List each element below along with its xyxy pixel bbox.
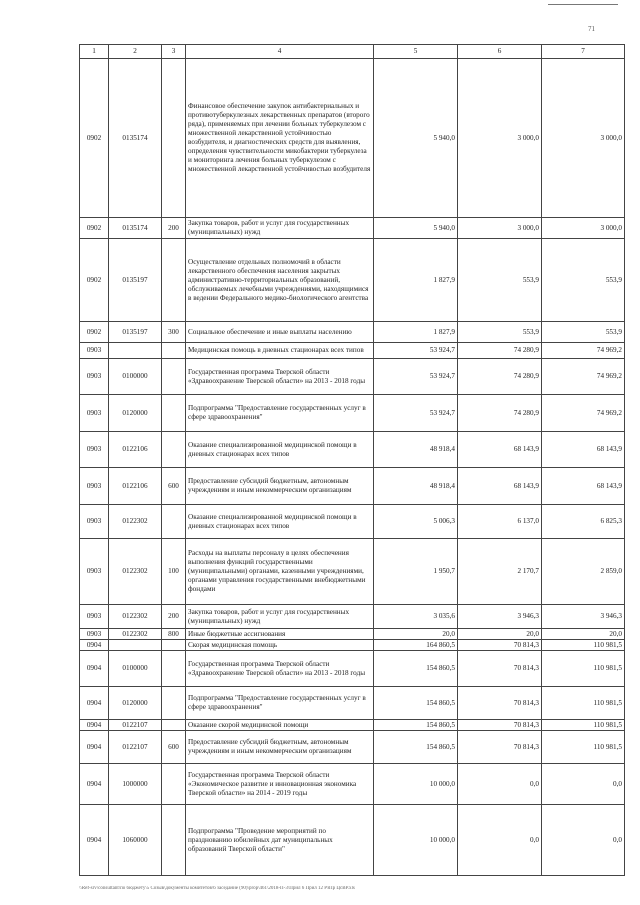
value-col7: 74 969,2	[542, 395, 625, 432]
expense-type	[162, 343, 186, 359]
value-col7: 74 969,2	[542, 359, 625, 395]
col-header-2: 2	[109, 45, 162, 59]
item-name: Подпрограмма "Предоставление государственных услуг в сфере здравоохранения"	[186, 395, 374, 432]
section-code: 0904	[80, 687, 109, 720]
section-code: 0902	[80, 59, 109, 218]
header-row	[80, 45, 625, 59]
value-col7: 110 981,5	[542, 731, 625, 764]
item-name: Подпрограмма "Предоставление государственных услуг в сфере здравоохранения"	[186, 687, 374, 720]
table-row	[80, 322, 625, 343]
table-row	[80, 539, 625, 605]
section-code: 0903	[80, 359, 109, 395]
value-col7: 6 825,3	[542, 505, 625, 539]
expense-type: 200	[162, 605, 186, 629]
table-row	[80, 605, 625, 629]
value-col5: 10 000,0	[374, 764, 458, 805]
target-code: 0122302	[109, 539, 162, 605]
value-col7: 20,0	[542, 629, 625, 640]
value-col7: 110 981,5	[542, 640, 625, 651]
item-name: Иные бюджетные ассигнования	[186, 629, 374, 640]
value-col7: 68 143,9	[542, 432, 625, 468]
value-col7: 110 981,5	[542, 720, 625, 731]
value-col5: 154 860,5	[374, 720, 458, 731]
expense-type: 300	[162, 322, 186, 343]
item-name: Подпрограмма "Проведение мероприятий по празднованию юбилейных дат муниципальных образований Тверской области"	[186, 805, 374, 876]
value-col6: 553,9	[458, 239, 542, 322]
section-code: 0902	[80, 239, 109, 322]
value-col5: 154 860,5	[374, 731, 458, 764]
value-col7: 3 946,3	[542, 605, 625, 629]
expense-type	[162, 395, 186, 432]
value-col6: 70 814,3	[458, 731, 542, 764]
item-name: Государственная программа Тверской области «Здравоохранение Тверской области» на 2013 - 2018 годы	[186, 651, 374, 687]
value-col5: 53 924,7	[374, 359, 458, 395]
value-col5: 1 827,9	[374, 239, 458, 322]
item-name: Государственная программа Тверской области «Здравоохранение Тверской области» на 2013 - 2018 годы	[186, 359, 374, 395]
table-row	[80, 218, 625, 239]
value-col5: 5 006,3	[374, 505, 458, 539]
expense-type	[162, 640, 186, 651]
value-col5: 164 860,5	[374, 640, 458, 651]
item-name: Предоставление субсидий бюджетным, автономным учреждениям и иным некоммерческим организациям	[186, 731, 374, 764]
target-code: 0135197	[109, 239, 162, 322]
table-row	[80, 359, 625, 395]
table-row	[80, 687, 625, 720]
target-code: 0122107	[109, 720, 162, 731]
table-row	[80, 59, 625, 218]
value-col6: 3 000,0	[458, 218, 542, 239]
file-path-footer: \\Ref-srv\consultant\по бюджету\5 Созыв\документы комитетов\6 заседание (90)\prop\461\2018-П-3\Прил 6 Прил 12 РзПр ЦсВР.xls	[79, 886, 355, 891]
expense-type: 800	[162, 629, 186, 640]
section-code: 0903	[80, 605, 109, 629]
value-col7: 68 143,9	[542, 468, 625, 505]
page-number: 71	[588, 25, 595, 33]
target-code: 0135174	[109, 59, 162, 218]
value-col7: 0,0	[542, 764, 625, 805]
table-row	[80, 432, 625, 468]
col-header-4: 4	[186, 45, 374, 59]
table-row	[80, 629, 625, 640]
expense-type: 600	[162, 468, 186, 505]
target-code: 1000000	[109, 764, 162, 805]
value-col6: 0,0	[458, 764, 542, 805]
value-col5: 1 950,7	[374, 539, 458, 605]
expense-type	[162, 687, 186, 720]
col-header-5: 5	[374, 45, 458, 59]
section-code: 0904	[80, 731, 109, 764]
target-code: 0120000	[109, 687, 162, 720]
expense-type	[162, 359, 186, 395]
item-name: Оказание специализированной медицинской помощи в дневных стационарах всех типов	[186, 432, 374, 468]
value-col7: 74 969,2	[542, 343, 625, 359]
section-code: 0904	[80, 805, 109, 876]
table-row	[80, 640, 625, 651]
table-row	[80, 468, 625, 505]
section-code: 0903	[80, 343, 109, 359]
table-row	[80, 731, 625, 764]
value-col6: 74 280,9	[458, 359, 542, 395]
table-row	[80, 505, 625, 539]
item-name: Расходы на выплаты персоналу в целях обеспечения выполнения функций государственными (муниципальными) органами, казенными учреждениями, органами управления государственными внебюджетными фондами	[186, 539, 374, 605]
value-col7: 553,9	[542, 322, 625, 343]
value-col6: 0,0	[458, 805, 542, 876]
value-col6: 68 143,9	[458, 432, 542, 468]
target-code: 0100000	[109, 359, 162, 395]
table-row	[80, 239, 625, 322]
item-name: Медицинская помощь в дневных стационарах всех типов	[186, 343, 374, 359]
target-code: 0122107	[109, 731, 162, 764]
expense-type	[162, 432, 186, 468]
expense-type	[162, 505, 186, 539]
target-code	[109, 343, 162, 359]
expense-type	[162, 59, 186, 218]
section-code: 0903	[80, 432, 109, 468]
col-header-3: 3	[162, 45, 186, 59]
expense-type	[162, 239, 186, 322]
section-code: 0903	[80, 629, 109, 640]
section-code: 0903	[80, 468, 109, 505]
value-col5: 10 000,0	[374, 805, 458, 876]
value-col6: 3 946,3	[458, 605, 542, 629]
target-code: 0100000	[109, 651, 162, 687]
value-col6: 553,9	[458, 322, 542, 343]
value-col7: 0,0	[542, 805, 625, 876]
target-code: 0122302	[109, 629, 162, 640]
item-name: Скорая медицинская помощь	[186, 640, 374, 651]
expense-type: 600	[162, 731, 186, 764]
section-code: 0903	[80, 395, 109, 432]
table-row	[80, 720, 625, 731]
value-col6: 70 814,3	[458, 640, 542, 651]
col-header-1: 1	[80, 45, 109, 59]
item-name: Осуществление отдельных полномочий в области лекарственного обеспечения населения закрытых административно-территориальных образований, обслуживаемых лечебными учреждениями, находящимися в ведении Федерального медико-биологического агентства	[186, 239, 374, 322]
section-code: 0902	[80, 322, 109, 343]
top-rule	[548, 4, 618, 5]
section-code: 0903	[80, 505, 109, 539]
value-col6: 68 143,9	[458, 468, 542, 505]
expense-type	[162, 764, 186, 805]
value-col5: 5 940,0	[374, 59, 458, 218]
value-col6: 20,0	[458, 629, 542, 640]
target-code: 0120000	[109, 395, 162, 432]
target-code: 0122106	[109, 432, 162, 468]
value-col6: 74 280,9	[458, 343, 542, 359]
col-header-6: 6	[458, 45, 542, 59]
section-code: 0904	[80, 651, 109, 687]
item-name: Оказание специализированной медицинской помощи в дневных стационарах всех типов	[186, 505, 374, 539]
value-col5: 48 918,4	[374, 468, 458, 505]
value-col5: 53 924,7	[374, 395, 458, 432]
value-col5: 3 035,6	[374, 605, 458, 629]
table-row	[80, 764, 625, 805]
section-code: 0904	[80, 640, 109, 651]
value-col5: 154 860,5	[374, 651, 458, 687]
expense-type: 100	[162, 539, 186, 605]
target-code: 0122302	[109, 505, 162, 539]
value-col5: 53 924,7	[374, 343, 458, 359]
item-name: Оказание скорой медицинской помощи	[186, 720, 374, 731]
value-col5: 1 827,9	[374, 322, 458, 343]
table-row	[80, 395, 625, 432]
item-name: Закупка товаров, работ и услуг для государственных (муниципальных) нужд	[186, 605, 374, 629]
value-col7: 3 000,0	[542, 218, 625, 239]
budget-table	[79, 44, 625, 876]
table-row	[80, 805, 625, 876]
value-col5: 154 860,5	[374, 687, 458, 720]
expense-type	[162, 805, 186, 876]
value-col6: 70 814,3	[458, 720, 542, 731]
table-row	[80, 651, 625, 687]
item-name: Социальное обеспечение и иные выплаты населению	[186, 322, 374, 343]
expense-type	[162, 651, 186, 687]
value-col6: 3 000,0	[458, 59, 542, 218]
table-row	[80, 343, 625, 359]
value-col6: 6 137,0	[458, 505, 542, 539]
item-name: Государственная программа Тверской области «Экономическое развитие и инновационная экономика Тверской области» на 2014 - 2019 годы	[186, 764, 374, 805]
value-col7: 110 981,5	[542, 687, 625, 720]
value-col6: 74 280,9	[458, 395, 542, 432]
col-header-7: 7	[542, 45, 625, 59]
item-name: Финансовое обеспечение закупок антибактериальных и противотуберкулезных лекарственных препаратов (второго ряда), применяемых при лечении больных туберкулезом с множественной лекарственной устойчивостью возбудителя, и диагностических средств для выявления, определения чувствительности микобактерии туберкулеза и мониторинга лечения больных туберкулезом с множественной лекарственной устойчивостью возбудителя	[186, 59, 374, 218]
section-code: 0904	[80, 764, 109, 805]
target-code	[109, 640, 162, 651]
value-col5: 48 918,4	[374, 432, 458, 468]
section-code: 0903	[80, 539, 109, 605]
section-code: 0902	[80, 218, 109, 239]
target-code: 0122302	[109, 605, 162, 629]
target-code: 0135197	[109, 322, 162, 343]
item-name: Предоставление субсидий бюджетным, автономным учреждениям и иным некоммерческим организациям	[186, 468, 374, 505]
value-col7: 110 981,5	[542, 651, 625, 687]
expense-type: 200	[162, 218, 186, 239]
target-code: 0122106	[109, 468, 162, 505]
target-code: 0135174	[109, 218, 162, 239]
item-name: Закупка товаров, работ и услуг для государственных (муниципальных) нужд	[186, 218, 374, 239]
value-col6: 2 170,7	[458, 539, 542, 605]
value-col5: 20,0	[374, 629, 458, 640]
value-col6: 70 814,3	[458, 651, 542, 687]
value-col7: 3 000,0	[542, 59, 625, 218]
expense-type	[162, 720, 186, 731]
value-col5: 5 940,0	[374, 218, 458, 239]
value-col7: 2 859,0	[542, 539, 625, 605]
section-code: 0904	[80, 720, 109, 731]
value-col7: 553,9	[542, 239, 625, 322]
value-col6: 70 814,3	[458, 687, 542, 720]
target-code: 1060000	[109, 805, 162, 876]
